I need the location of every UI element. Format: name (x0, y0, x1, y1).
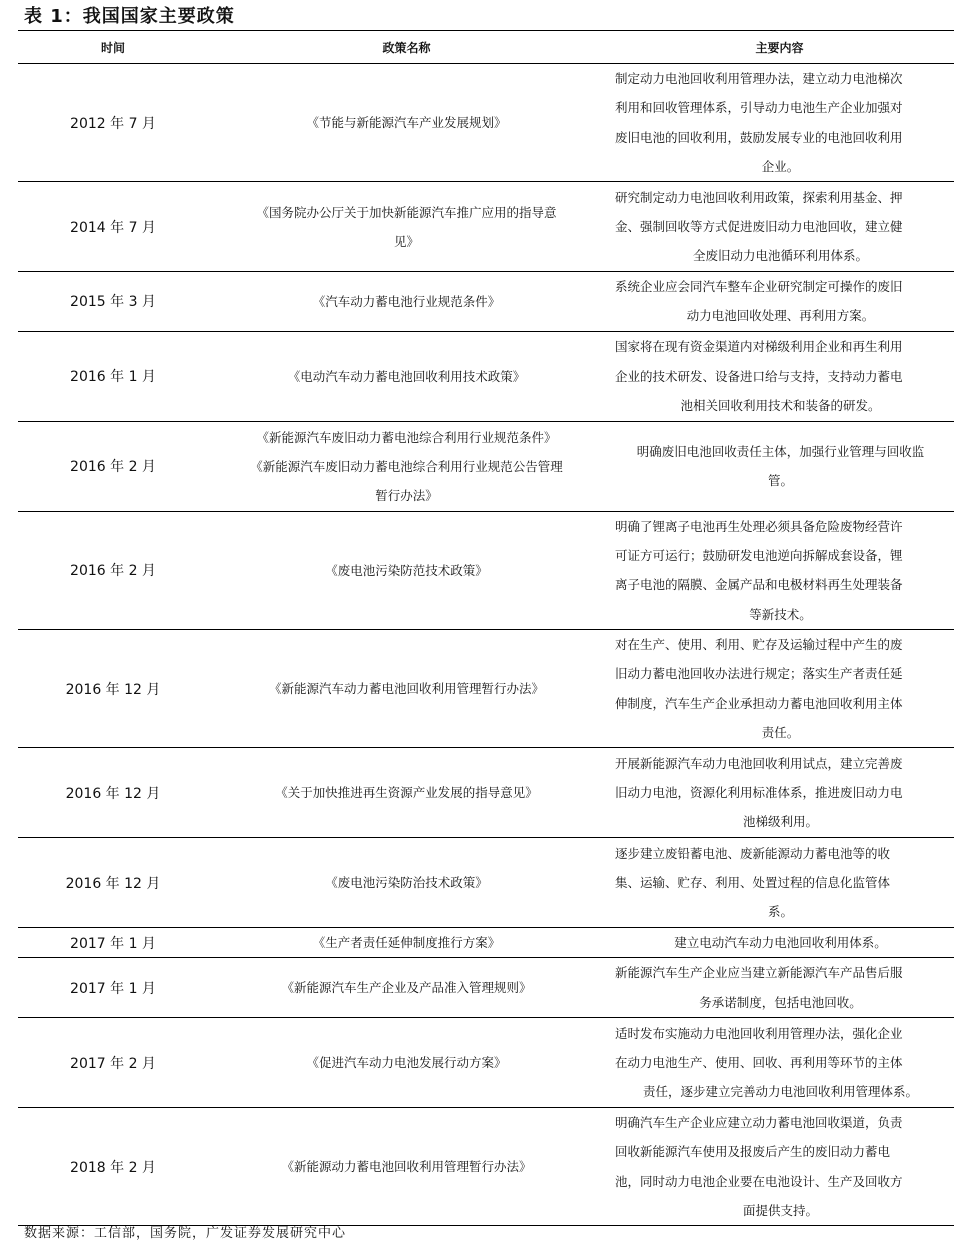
table-row (18, 182, 954, 272)
content-line: 系统企业应会同汽车整车企业研究制定可操作的废旧 (615, 279, 903, 295)
cell-policy (208, 629, 605, 747)
content-line: 逐步建立废铅蓄电池、废新能源动力蓄电池等的收 (615, 845, 891, 861)
policy-table (18, 30, 954, 1226)
cell-policy (208, 182, 605, 272)
cell-policy (208, 421, 605, 511)
table-row (18, 272, 954, 332)
content-line: 责任。 (761, 724, 800, 740)
cell-time: 2014 年 7 月 (18, 182, 208, 272)
table-row (18, 629, 954, 747)
cell-content (605, 928, 954, 958)
content-line: 旧动力蓄电池回收办法进行规定；落实生产者责任延 (615, 666, 903, 682)
policy-line: 《节能与新能源汽车产业发展规划》 (306, 115, 507, 131)
content-line: 务承诺制度，包括电池回收。 (699, 994, 862, 1010)
policy-line: 《新能源汽车生产企业及产品准入管理规则》 (281, 980, 532, 996)
content-line: 面提供支持。 (742, 1202, 818, 1218)
content-line: 旧动力电池，资源化利用标准体系，推进废旧动力电 (615, 785, 903, 800)
content-line: 建立电动汽车动力电池回收利用体系。 (674, 935, 887, 951)
table-row (18, 331, 954, 421)
cell-time: 2016 年 12 月 (18, 838, 208, 928)
cell-content (605, 182, 954, 272)
policy-table-container (18, 30, 954, 1226)
policy-line: 《新能源汽车废旧动力蓄电池综合利用行业规范条件》 (256, 429, 557, 445)
cell-content (605, 1018, 954, 1108)
table-header-row (18, 31, 954, 64)
content-line: 池相关回收利用技术和装备的研发。 (680, 397, 881, 413)
cell-policy (208, 1018, 605, 1108)
content-line: 对在生产、使用、利用、贮存及运输过程中产生的废 (615, 636, 903, 652)
table-row (18, 1108, 954, 1226)
cell-time: 2017 年 1 月 (18, 958, 208, 1018)
content-line: 研究制定动力电池回收利用政策，探索利用基金、押 (615, 189, 903, 205)
content-line: 企业的技术研发、设备进口给与支持，支持动力蓄电 (615, 368, 903, 384)
table-title: 表 1：我国国家主要政策 (24, 6, 235, 27)
content-line: 可证方可运行；鼓励研发电池逆向拆解成套设备，锂 (615, 548, 903, 564)
policy-line: 《废电池污染防范技术政策》 (325, 562, 488, 578)
content-line: 伸制度，汽车生产企业承担动力蓄电池回收利用主体 (615, 695, 903, 711)
cell-content (605, 511, 954, 629)
cell-content (605, 421, 954, 511)
data-source-note: 数据来源：工信部，国务院，广发证券发展研究中心 (24, 1226, 347, 1241)
table-row (18, 421, 954, 511)
content-line: 制定动力电池回收利用管理办法，建立动力电池梯次 (615, 71, 903, 86)
content-line: 责任，逐步建立完善动力电池回收利用管理体系。 (642, 1084, 918, 1100)
content-line: 全废旧动力电池循环利用体系。 (692, 248, 868, 264)
cell-content (605, 1108, 954, 1226)
cell-content (605, 629, 954, 747)
content-line: 回收新能源汽车使用及报废后产生的废旧动力蓄电 (615, 1144, 891, 1160)
cell-content (605, 958, 954, 1018)
content-line: 等新技术。 (749, 606, 812, 622)
content-line: 集、运输、贮存、利用、处置过程的信息化监管体 (615, 875, 891, 890)
table-row (18, 1018, 954, 1108)
cell-policy (208, 838, 605, 928)
content-line: 池，同时动力电池企业要在电池设计、生产及回收方 (615, 1173, 903, 1189)
content-line: 系。 (767, 904, 793, 920)
table-row (18, 64, 954, 182)
content-line: 在动力电池生产、使用、回收、再利用等环节的主体 (615, 1054, 903, 1070)
cell-time: 2012 年 7 月 (18, 64, 208, 182)
cell-content (605, 748, 954, 838)
header-time: 时间 (18, 31, 208, 64)
policy-line: 《国务院办公厅关于加快新能源汽车推广应用的指导意 (256, 204, 557, 220)
content-line: 离子电池的隔膜、金属产品和电极材料再生处理装备 (615, 577, 903, 593)
policy-line: 《新能源动力蓄电池回收利用管理暂行办法》 (281, 1159, 532, 1175)
cell-content (605, 838, 954, 928)
cell-policy (208, 928, 605, 958)
table-row (18, 838, 954, 928)
policy-line: 《关于加快推进再生资源产业发展的指导意见》 (275, 785, 538, 801)
cell-policy (208, 272, 605, 332)
table-row (18, 748, 954, 838)
policy-line: 《促进汽车动力电池发展行动方案》 (306, 1055, 507, 1071)
policy-line: 《新能源汽车动力蓄电池回收利用管理暂行办法》 (268, 681, 544, 697)
content-line: 利用和回收管理体系，引导动力电池生产企业加强对 (615, 100, 903, 116)
table-row (18, 511, 954, 629)
content-line: 适时发布实施动力电池回收利用管理办法，强化企业 (615, 1025, 903, 1041)
cell-time: 2017 年 1 月 (18, 928, 208, 958)
cell-policy (208, 511, 605, 629)
policy-line: 《生产者责任延伸制度推行方案》 (312, 935, 501, 951)
content-line: 新能源汽车生产企业应当建立新能源汽车产品售后服 (615, 965, 903, 981)
header-policy: 政策名称 (208, 31, 605, 64)
cell-policy (208, 958, 605, 1018)
policy-line: 《新能源汽车废旧动力蓄电池综合利用行业规范公告管理 (250, 458, 563, 474)
content-line: 明确汽车生产企业应建立动力蓄电池回收渠道，负责 (615, 1115, 903, 1131)
header-content: 主要内容 (605, 31, 954, 64)
policy-line: 《废电池污染防治技术政策》 (325, 875, 488, 891)
cell-time: 2018 年 2 月 (18, 1108, 208, 1226)
cell-policy (208, 1108, 605, 1226)
content-line: 金、强制回收等方式促进废旧动力电池回收，建立健 (615, 219, 903, 235)
cell-policy (208, 748, 605, 838)
content-line: 动力电池回收处理、再利用方案。 (686, 308, 875, 324)
policy-line: 暂行办法》 (375, 487, 438, 503)
policy-line: 见》 (393, 233, 419, 249)
content-line: 池梯级利用。 (742, 814, 818, 830)
cell-time: 2016 年 2 月 (18, 421, 208, 511)
cell-time: 2016 年 12 月 (18, 748, 208, 838)
content-line: 明确了锂离子电池再生处理必须具备危险废物经营许 (615, 518, 903, 534)
table-body (18, 64, 954, 1226)
content-line: 明确废旧电池回收责任主体，加强行业管理与回收监 (636, 443, 925, 459)
cell-time: 2016 年 2 月 (18, 511, 208, 629)
cell-time: 2017 年 2 月 (18, 1018, 208, 1108)
table-row (18, 958, 954, 1018)
cell-content (605, 331, 954, 421)
content-line: 国家将在现有资金渠道内对梯级利用企业和再生利用 (615, 339, 903, 355)
cell-content (605, 64, 954, 182)
cell-content (605, 272, 954, 332)
cell-time: 2016 年 12 月 (18, 629, 208, 747)
policy-line: 《电动汽车动力蓄电池回收利用技术政策》 (287, 368, 526, 384)
content-line: 企业。 (761, 158, 800, 174)
policy-line: 《汽车动力蓄电池行业规范条件》 (312, 293, 501, 309)
content-line: 废旧电池的回收利用，鼓励发展专业的电池回收利用 (615, 129, 903, 145)
cell-policy (208, 64, 605, 182)
table-row (18, 928, 954, 958)
content-line: 管。 (767, 473, 793, 489)
content-line: 开展新能源汽车动力电池回收利用试点，建立完善废 (615, 755, 903, 771)
cell-time: 2015 年 3 月 (18, 272, 208, 332)
cell-policy (208, 331, 605, 421)
cell-time: 2016 年 1 月 (18, 331, 208, 421)
